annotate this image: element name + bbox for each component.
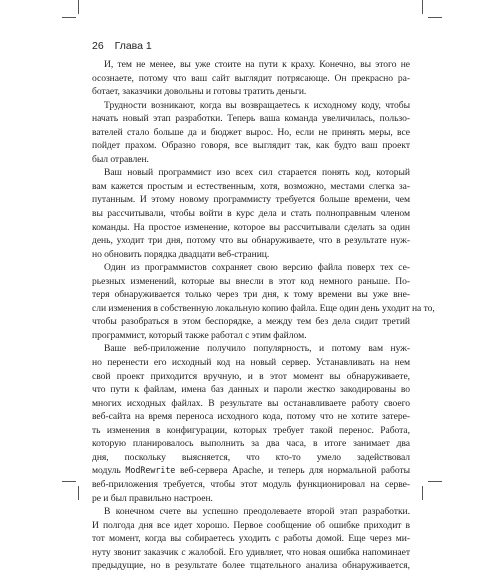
page-header — [92, 40, 152, 52]
text-line: вы рассчитывали, чтобы войти в курс дела и стать полноправным членом — [92, 208, 410, 220]
crop-mark-top-left — [78, 0, 79, 14]
crop-mark-bottom-right-h — [428, 481, 442, 482]
text-line: сли изменения в собственную локальную копию файла. Еще один день уходит на то, — [92, 302, 435, 314]
body-text — [92, 58, 435, 573]
text-line: пойдет прахом. Образно говоря, все выглядит так, как будто ваш проект — [92, 140, 410, 152]
text-line: Ваше веб-приложение получило популярность, и потому вам нуж- — [104, 343, 410, 355]
text-line: ре и был правильно настроен. — [92, 492, 213, 504]
text-segment: веб-сервера Apache, и теперь для нормальной работы — [175, 465, 410, 477]
crop-mark-bottom-left — [78, 486, 79, 500]
crop-mark-bottom-left-h — [62, 481, 76, 482]
text-line: И полгода дня все идет хорошо. Первое сообщение об ошибке приходит в — [92, 519, 410, 531]
text-line: день, уходит три дня, потому что вы обнаруживаете, что в результате нуж- — [92, 235, 410, 247]
crop-mark-bottom-right — [422, 486, 423, 500]
text-line: нуту звонит заказчик с жалобой. Его удивляет, что новая ошибка напоминает — [92, 546, 410, 558]
page-number: 26 — [92, 40, 104, 52]
text-segment: модуль — [92, 465, 126, 477]
text-line: программист, который также работал с этим файлом. — [92, 329, 307, 341]
text-line: вам кажется простым и естественным, хотя, возможно, местами слегка за- — [92, 180, 410, 192]
crop-mark-top-right — [422, 0, 423, 14]
text-line: путанным. И этому новому программисту требуется больше времени, чем — [92, 194, 410, 206]
text-line: которую планировалось выполнить за два часа, в итоге занимает два — [92, 438, 410, 450]
text-line: команды. На простое изменение, которое вы рассчитывали сделать за один — [92, 221, 410, 233]
text-line: рьезных изменений, которые вы внесли в этот код немного раньше. По- — [92, 275, 410, 287]
text-line: что пути к файлам, имена баз данных и пароли жестко закодированы во — [92, 384, 410, 396]
text-line: свой проект приходится вручную, и в этот момент вы обнаруживаете, — [92, 370, 410, 382]
text-line: вателей стало больше да и бюджет вырос. Но, если не принять меры, все — [92, 126, 410, 138]
text-line: Ваш новый программист изо всех сил старается понять код, который — [104, 167, 410, 179]
chapter-title: Глава 1 — [114, 40, 152, 52]
text-line: предыдущие, но в результате более тщательного анализа обнаруживается, — [92, 560, 410, 572]
text-line: веб-сайта на время переноса исходного кода, потому что не хотите затере- — [92, 411, 410, 423]
text-line: В конечном счете вы успешно преодолеваете второй этап разработки. — [104, 506, 410, 518]
text-line: И, тем не менее, вы уже стоите на пути к краху. Конечно, вы этого не — [104, 59, 410, 70]
text-line: ть изменения в конфигурации, которых требует такой перенос. Работа, — [92, 424, 410, 436]
text-line — [92, 464, 410, 478]
crop-mark-top-left-h — [62, 17, 76, 18]
text-line: Один из программистов сохраняет свою версию файла поверх тех се- — [104, 262, 410, 274]
text-line: но перенести его исходный код на новый сервер. Устанавливать на нем — [92, 357, 410, 369]
text-line: осознаете, потому что ваш сайт выглядит потрясающе. Он прекрасно ра- — [92, 72, 410, 84]
text-line: веб-приложения требуется, чтобы этот модуль функционировал на серве- — [92, 478, 410, 490]
text-line: дня, поскольку выясняется, что кто-то умело задействовал — [92, 451, 410, 463]
text-line: чтобы разобраться в этом беспорядке, а между тем без дела сидит третий — [92, 316, 410, 328]
text-line: ботает, заказчики довольны и готовы тратить деньги. — [92, 86, 307, 98]
code-term: ModRewrite — [125, 465, 176, 476]
text-line: начать новый этап разработки. Теперь ваша команда увеличилась, пользо- — [92, 113, 410, 125]
text-line: теря обнаруживается только через три дня, к тому времени вы уже вне- — [92, 289, 410, 301]
text-line: но обновить порядка двадцати веб-страниц. — [92, 248, 270, 260]
text-line: был отравлен. — [92, 153, 149, 165]
text-line: тот момент, когда вы собираетесь уходить с работы домой. Еще через ми- — [92, 533, 410, 545]
text-line: Трудности возникают, когда вы возвращаетесь к исходному коду, чтобы — [104, 99, 410, 111]
crop-mark-top-right-h — [428, 17, 442, 18]
text-line: многих исходных файлах. В результате вы останавливаете работу своего — [92, 397, 410, 409]
